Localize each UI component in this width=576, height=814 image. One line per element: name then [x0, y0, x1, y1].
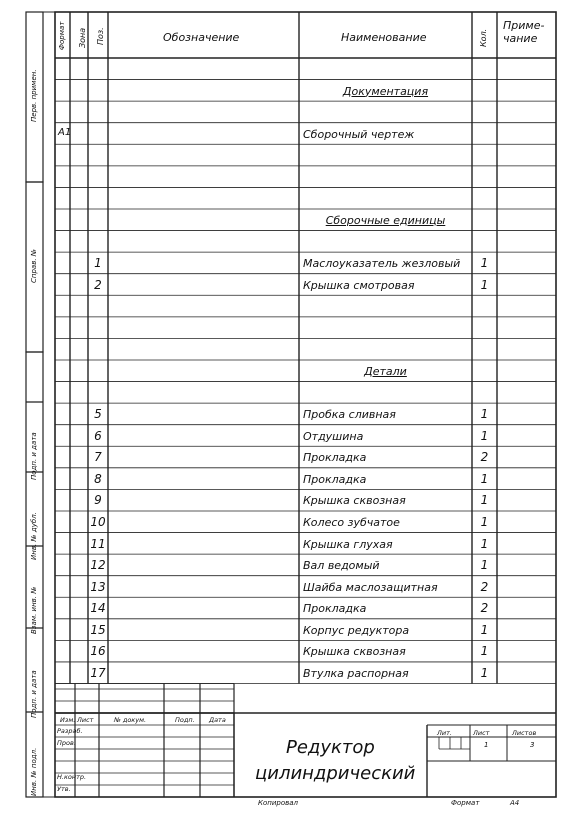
row-name: Крышка сквозная: [303, 645, 406, 659]
row-quantity: 1: [480, 558, 489, 573]
header-note: Приме- чание: [503, 19, 545, 45]
tb-col-list: Лист: [77, 716, 94, 724]
row-quantity: 1: [480, 256, 489, 271]
row-name: Крышка смотровая: [303, 278, 415, 292]
row-position: 5: [94, 407, 102, 422]
tb-sheets-label: Листов: [512, 729, 537, 737]
row-name: Прокладка: [303, 451, 367, 465]
tb-sheet-label: Лист: [473, 729, 490, 737]
row-quantity: 1: [480, 514, 489, 529]
side-label-first-use: Перв. примен.: [30, 69, 38, 122]
row-quantity: 1: [480, 471, 489, 486]
row-name: Прокладка: [303, 472, 367, 486]
row-position: 10: [90, 514, 106, 529]
row-name: Прокладка: [303, 602, 367, 616]
row-position: 17: [90, 665, 106, 680]
row-quantity: 1: [480, 277, 489, 292]
row-position: 14: [90, 601, 106, 616]
header-designation: Обозначение: [163, 31, 240, 44]
tb-col-izm: Изм.: [60, 716, 76, 724]
row-quantity: 2: [480, 450, 489, 465]
side-label-repl-inv: Взам. инв. №: [30, 586, 38, 634]
row-quantity: 1: [480, 622, 489, 637]
row-position: 7: [94, 450, 102, 465]
row-position: 9: [94, 493, 102, 508]
tb-role-norm-control: Н.контр.: [57, 773, 87, 781]
side-label-dup-inv: Инв. № дубл.: [30, 512, 38, 560]
row-name: Крышка глухая: [303, 537, 393, 551]
row-quantity: 2: [480, 579, 489, 594]
tb-lit-label: Лит.: [437, 729, 452, 737]
row-quantity: 1: [480, 407, 489, 422]
section-heading: Документация: [342, 84, 429, 98]
row-quantity: 1: [480, 665, 489, 680]
footer-format-label: Формат: [451, 799, 480, 807]
footer-copied: Копировал: [258, 799, 298, 807]
side-label-sign-date-2: Подп. и дата: [30, 670, 38, 718]
row-quantity: 2: [480, 601, 489, 616]
row-position: 16: [90, 644, 106, 659]
document-title-line1: Редуктор: [286, 737, 375, 758]
row-name: Пробка сливная: [303, 408, 396, 422]
tb-col-date: Дата: [209, 716, 226, 724]
row-position: 15: [90, 622, 106, 637]
row-name: Корпус редуктора: [303, 623, 410, 637]
row-quantity: 1: [480, 536, 489, 551]
header-zone: Зона: [78, 27, 87, 48]
header-qty: Кол.: [479, 28, 488, 47]
section-heading: Детали: [364, 364, 407, 378]
tb-role-approver: Утв.: [57, 785, 71, 793]
section-heading: Сборочные единицы: [325, 213, 446, 227]
row-position: 8: [94, 471, 102, 486]
row-name: Шайба маслозащитная: [303, 580, 438, 594]
row-position: 6: [94, 428, 102, 443]
row-position: 12: [90, 558, 106, 573]
side-label-orig-inv: Инв. № подл.: [30, 747, 38, 796]
row-name: Крышка сквозная: [303, 494, 406, 508]
tb-sheet-value: 1: [484, 741, 489, 749]
document-title-line2: цилиндрический: [255, 763, 416, 784]
footer-format-value: А4: [510, 799, 520, 807]
row-name: Колесо зубчатое: [303, 515, 400, 529]
row-position: 2: [94, 277, 102, 292]
row-name: Втулка распорная: [303, 666, 409, 680]
row-quantity: 1: [480, 428, 489, 443]
tb-role-checker: Пров.: [57, 739, 76, 747]
header-pos: Поз.: [96, 27, 105, 45]
side-label-reference: Справ. №: [30, 248, 38, 283]
row-quantity: 1: [480, 493, 489, 508]
header-format: Формат: [58, 21, 66, 50]
row-name: Сборочный чертеж: [303, 127, 415, 141]
row-quantity: 1: [480, 644, 489, 659]
row-name: Отдушина: [303, 429, 364, 443]
row-name: Маслоуказатель жезловый: [303, 257, 461, 271]
frame-rect: [26, 352, 43, 797]
row-format: А1: [58, 126, 72, 138]
tb-role-developer: Разраб.: [57, 727, 83, 735]
row-position: 1: [94, 256, 102, 271]
header-name: Наименование: [341, 31, 427, 44]
tb-sheets-value: 3: [530, 741, 535, 749]
tb-col-doc: № докум.: [114, 716, 147, 724]
tb-col-sign: Подп.: [175, 716, 195, 724]
side-label-sign-date-1: Подп. и дата: [30, 432, 38, 480]
row-name: Вал ведомый: [303, 559, 380, 573]
row-position: 13: [90, 579, 106, 594]
row-position: 11: [90, 536, 106, 551]
